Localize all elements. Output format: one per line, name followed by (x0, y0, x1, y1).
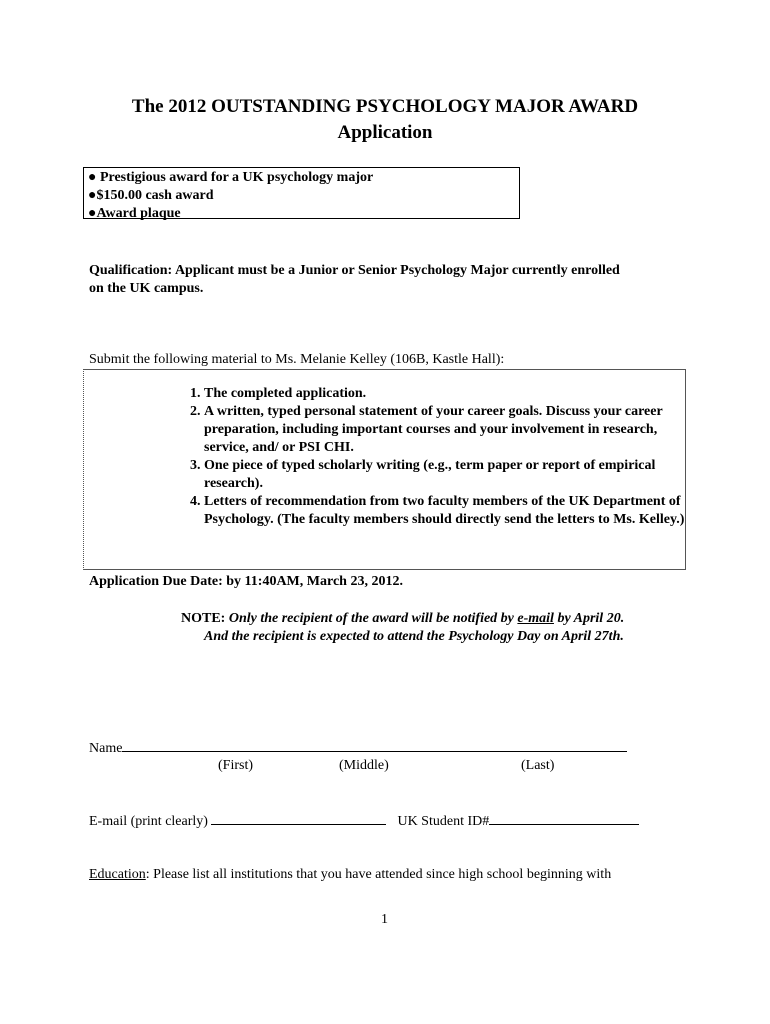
submit-intro: Submit the following material to Ms. Melanie Kelley (106B, Kastle Hall): (89, 352, 505, 367)
note-text-a: Only the recipient of the award will be notified by (228, 611, 514, 626)
page-number: 1 (381, 912, 388, 927)
note-text-b: by April 20. (557, 611, 625, 626)
requirement-item-3: 3. One piece of typed scholarly writing (e.g., term paper or report of empirical research). (204, 457, 689, 493)
name-row (89, 738, 627, 758)
email-label: E-mail (print clearly) (89, 814, 208, 829)
requirement-item-1: 1. The completed application. (204, 385, 689, 403)
email-field[interactable] (211, 811, 386, 825)
education-label: Education (89, 867, 146, 882)
name-field[interactable] (122, 738, 627, 752)
award-highlights-box (83, 167, 520, 219)
highlight-item-1: ● Prestigious award for a UK psychology major (88, 170, 374, 185)
name-label: Name (89, 741, 123, 756)
page-subtitle: Application (337, 122, 433, 143)
page-title: The 2012 OUTSTANDING PSYCHOLOGY MAJOR AWARD (131, 96, 639, 117)
requirements-list (181, 385, 689, 529)
education-text: : Please list all institutions that you have attended since high school beginning with (145, 867, 612, 882)
student-id-label: UK Student ID# (397, 814, 490, 829)
highlight-item-3: ●Award plaque (88, 206, 181, 221)
qualification-line-1: Qualification: Applicant must be a Junior or Senior Psychology Major currently enrolled (89, 263, 620, 278)
middle-name-caption: (Middle) (339, 758, 389, 773)
note-line-1 (181, 610, 624, 628)
email-link[interactable]: e-mail (517, 611, 554, 626)
highlight-item-2: ●$150.00 cash award (88, 188, 214, 203)
due-date: Application Due Date: by 11:40AM, March 23, 2012. (89, 574, 403, 589)
education-line (89, 866, 611, 884)
last-name-caption: (Last) (521, 758, 555, 773)
requirement-item-2: 2. A written, typed personal statement of your career goals. Discuss your career preparation, including important courses and your involvement in research, service, and/ or PSI CHI. (204, 403, 689, 457)
email-row (89, 811, 639, 831)
note-line-2: And the recipient is expected to attend the Psychology Day on April 27th. (204, 629, 624, 644)
note-label: NOTE: (181, 611, 226, 626)
first-name-caption: (First) (218, 758, 253, 773)
student-id-field[interactable] (489, 811, 639, 825)
requirement-item-4: 4. Letters of recommendation from two faculty members of the UK Department of Psychology. (The faculty members should directly send the letters to Ms. Kelley.) (204, 493, 689, 529)
qualification-line-2: on the UK campus. (89, 281, 204, 296)
